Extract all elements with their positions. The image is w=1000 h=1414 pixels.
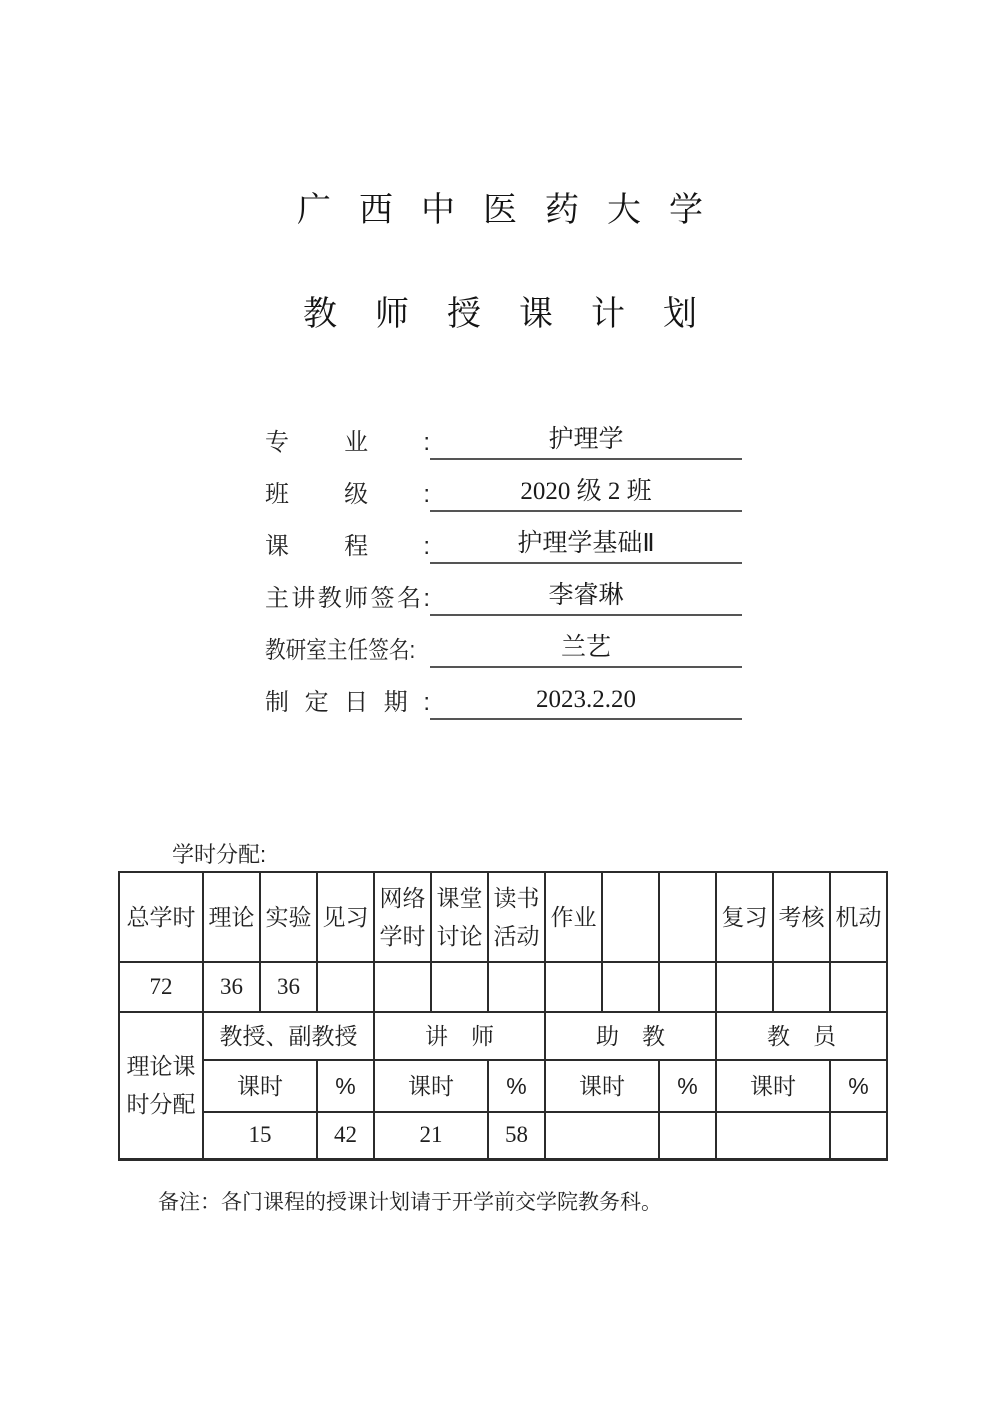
major-label: 专业:: [265, 429, 430, 456]
form-row-major: [265, 426, 745, 460]
col-header-experiment: 实验: [260, 872, 317, 962]
date-field: [430, 686, 742, 720]
teacher-signature-value: 李睿琳: [548, 582, 624, 609]
flexible-value: [830, 962, 887, 1012]
instructor-pct-value: [830, 1112, 887, 1159]
lecturer-pct-value: 58: [488, 1112, 545, 1159]
major-field: [430, 426, 742, 460]
teacher-signature-field: [430, 582, 742, 616]
reading-activity-value: [488, 962, 545, 1012]
director-signature-label: 教研室主任签名:: [265, 637, 416, 664]
assistant-hours-label: 课时: [545, 1060, 659, 1112]
theory-allocation-group-row: [119, 1012, 887, 1060]
blank-2-value: [659, 962, 716, 1012]
group-header-lecturer: 讲 师: [374, 1012, 545, 1060]
course-field: [430, 530, 742, 564]
col-header-blank-2: [659, 872, 716, 962]
course-info-form: [265, 426, 745, 738]
total-hours-value: 72: [119, 962, 203, 1012]
hours-allocation-heading: 学时分配:: [172, 842, 267, 867]
document-title: 教师授课计划: [303, 296, 735, 333]
online-hours-value: [374, 962, 431, 1012]
practice-hours-value: [317, 962, 374, 1012]
col-header-total-hours: 总学时: [119, 872, 203, 962]
class-field: [430, 478, 742, 512]
col-header-practice: 见习: [317, 872, 374, 962]
class-discussion-value: [431, 962, 488, 1012]
col-header-flexible: 机动: [830, 872, 887, 962]
professor-hours-value: 15: [203, 1112, 317, 1159]
lecturer-pct-label: %: [488, 1060, 545, 1112]
theory-hours-value: 36: [203, 962, 260, 1012]
director-signature-field: [430, 634, 742, 668]
experiment-hours-value: 36: [260, 962, 317, 1012]
col-header-assessment: 考核: [773, 872, 830, 962]
date-label: 制定日期:: [265, 689, 430, 716]
col-header-blank-1: [602, 872, 659, 962]
group-header-assistant: 助 教: [545, 1012, 716, 1060]
form-row-teacher-signature: [265, 582, 745, 616]
class-label: 班级:: [265, 481, 430, 508]
theory-allocation-subheader-row: [119, 1060, 887, 1112]
col-header-reading-activity: 读书活动: [488, 872, 545, 962]
homework-value: [545, 962, 602, 1012]
instructor-pct-label: %: [830, 1060, 887, 1112]
col-header-theory: 理论: [203, 872, 260, 962]
date-value: 2023.2.20: [536, 686, 636, 713]
group-header-instructor: 教 员: [716, 1012, 887, 1060]
assistant-hours-value: [545, 1112, 659, 1159]
form-row-course: [265, 530, 745, 564]
form-row-director-signature: [265, 634, 745, 668]
assistant-pct-label: %: [659, 1060, 716, 1112]
class-value: 2020 级 2 班: [520, 478, 652, 505]
professor-hours-label: 课时: [203, 1060, 317, 1112]
professor-pct-label: %: [317, 1060, 374, 1112]
form-row-class: [265, 478, 745, 512]
lecturer-hours-value: 21: [374, 1112, 488, 1159]
hours-values-row: [119, 962, 887, 1012]
director-signature-value: 兰艺: [560, 634, 611, 661]
university-title: 广西中医药大学: [297, 192, 731, 229]
col-header-class-discussion: 课堂讨论: [431, 872, 488, 962]
instructor-hours-value: [716, 1112, 830, 1159]
professor-pct-value: 42: [317, 1112, 374, 1159]
theory-allocation-row-label: 理论课时分配: [119, 1012, 203, 1159]
teacher-signature-label: 主讲教师签名:: [265, 585, 430, 612]
col-header-review: 复习: [716, 872, 773, 962]
hours-header-row: [119, 872, 887, 962]
instructor-hours-label: 课时: [716, 1060, 830, 1112]
hours-allocation-table: [118, 871, 888, 1161]
group-header-professor: 教授、副教授: [203, 1012, 374, 1060]
course-label: 课程:: [265, 533, 430, 560]
major-value: 护理学: [548, 426, 624, 453]
assessment-value: [773, 962, 830, 1012]
col-header-online-hours: 网络学时: [374, 872, 431, 962]
blank-1-value: [602, 962, 659, 1012]
review-value: [716, 962, 773, 1012]
col-header-homework: 作业: [545, 872, 602, 962]
footnote: 备注：各门课程的授课计划请于开学前交学院教务科。: [158, 1191, 662, 1214]
assistant-pct-value: [659, 1112, 716, 1159]
lecturer-hours-label: 课时: [374, 1060, 488, 1112]
theory-allocation-values-row: [119, 1112, 887, 1159]
course-value: 护理学基础Ⅱ: [517, 530, 655, 557]
form-row-date: [265, 686, 745, 720]
